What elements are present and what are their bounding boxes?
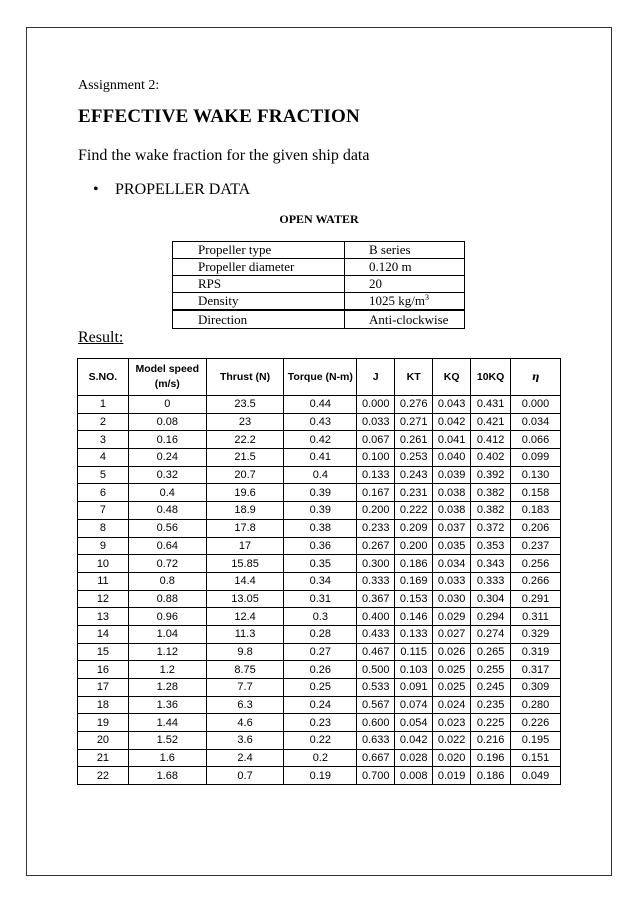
table-cell: 0.22 <box>284 732 357 750</box>
table-cell: 0.421 <box>471 413 511 431</box>
table-cell: 1.68 <box>128 767 206 785</box>
table-cell: 0.274 <box>471 625 511 643</box>
table-cell: 0.266 <box>511 572 561 590</box>
table-cell: 21 <box>78 749 129 767</box>
table-cell: 0.030 <box>433 590 471 608</box>
table-cell: 0.133 <box>395 625 433 643</box>
table-cell: 0.431 <box>471 396 511 414</box>
table-cell: 1.52 <box>128 732 206 750</box>
table-cell: 4.6 <box>206 714 284 732</box>
table-cell: 0.567 <box>357 696 395 714</box>
table-cell: 0.433 <box>357 625 395 643</box>
table-cell: 0.019 <box>433 767 471 785</box>
table-cell: 0.039 <box>433 466 471 484</box>
table-row <box>78 431 561 449</box>
table-cell: 0.158 <box>511 484 561 502</box>
propeller-value: B series <box>345 242 465 259</box>
table-cell: 0.216 <box>471 732 511 750</box>
table-cell: 0.267 <box>357 537 395 555</box>
table-cell: 1.28 <box>128 679 206 697</box>
table-cell: 3 <box>78 431 129 449</box>
table-cell: 12 <box>78 590 129 608</box>
table-cell: 0.31 <box>284 590 357 608</box>
table-cell: 0.27 <box>284 643 357 661</box>
table-cell: 3.6 <box>206 732 284 750</box>
table-cell: 0.25 <box>284 679 357 697</box>
table-cell: 0.054 <box>395 714 433 732</box>
propeller-row <box>173 242 465 259</box>
table-cell: 9.8 <box>206 643 284 661</box>
column-header: Thrust (N) <box>206 359 284 396</box>
table-cell: 0.271 <box>395 413 433 431</box>
table-cell: 23.5 <box>206 396 284 414</box>
table-cell: 0.067 <box>357 431 395 449</box>
table-cell: 0.317 <box>511 661 561 679</box>
table-row <box>78 679 561 697</box>
table-cell: 0.39 <box>284 484 357 502</box>
column-header: KQ <box>433 359 471 396</box>
table-cell: 0.183 <box>511 502 561 520</box>
table-cell: 18 <box>78 696 129 714</box>
table-cell: 1.2 <box>128 661 206 679</box>
table-cell: 0.066 <box>511 431 561 449</box>
table-cell: 9 <box>78 537 129 555</box>
table-cell: 0.146 <box>395 608 433 626</box>
table-cell: 0.233 <box>357 519 395 537</box>
bullet-item <box>93 181 250 199</box>
table-cell: 18.9 <box>206 502 284 520</box>
table-cell: 10 <box>78 555 129 573</box>
table-cell: 0.280 <box>511 696 561 714</box>
table-cell: 0.103 <box>395 661 433 679</box>
table-row <box>78 413 561 431</box>
table-cell: 21.5 <box>206 449 284 467</box>
table-cell: 20.7 <box>206 466 284 484</box>
table-row <box>78 643 561 661</box>
table-cell: 0.115 <box>395 643 433 661</box>
table-cell: 0.26 <box>284 661 357 679</box>
table-cell: 1.04 <box>128 625 206 643</box>
table-row <box>78 661 561 679</box>
propeller-value: 1025 $kg/m^3$ <box>345 293 465 311</box>
table-cell: 0.042 <box>433 413 471 431</box>
table-row <box>78 608 561 626</box>
table-cell: 0.291 <box>511 590 561 608</box>
table-row <box>78 396 561 414</box>
table-cell: 0.533 <box>357 679 395 697</box>
table-cell: 0.186 <box>471 767 511 785</box>
table-cell: 17 <box>78 679 129 697</box>
table-row <box>78 502 561 520</box>
column-header: S.NO. <box>78 359 129 396</box>
table-cell: 1.36 <box>128 696 206 714</box>
table-cell: 0.24 <box>284 696 357 714</box>
propeller-label: Propeller diameter <box>173 259 345 276</box>
table-cell: 1.6 <box>128 749 206 767</box>
propeller-row <box>173 310 465 329</box>
table-cell: 0.333 <box>357 572 395 590</box>
table-cell: 0.39 <box>284 502 357 520</box>
table-cell: 0.153 <box>395 590 433 608</box>
table-cell: 0.311 <box>511 608 561 626</box>
table-cell: 0.000 <box>511 396 561 414</box>
propeller-label: Density <box>173 293 345 311</box>
table-cell: 0.261 <box>395 431 433 449</box>
table-cell: 0.329 <box>511 625 561 643</box>
table-cell: 0.343 <box>471 555 511 573</box>
table-cell: 0.32 <box>128 466 206 484</box>
table-cell: 0.36 <box>284 537 357 555</box>
table-cell: 0.304 <box>471 590 511 608</box>
table-cell: 20 <box>78 732 129 750</box>
column-header: Model speed (m/s) <box>128 359 206 396</box>
table-cell: 0.037 <box>433 519 471 537</box>
table-cell: 0.049 <box>511 767 561 785</box>
table-cell: 8.75 <box>206 661 284 679</box>
table-cell: 0.43 <box>284 413 357 431</box>
table-cell: 1.44 <box>128 714 206 732</box>
table-cell: 0.074 <box>395 696 433 714</box>
table-cell: 0.88 <box>128 590 206 608</box>
table-row <box>78 519 561 537</box>
table-cell: 8 <box>78 519 129 537</box>
table-cell: 0.367 <box>357 590 395 608</box>
table-cell: 0.400 <box>357 608 395 626</box>
table-cell: 19.6 <box>206 484 284 502</box>
column-header: J <box>357 359 395 396</box>
table-cell: 0.7 <box>206 767 284 785</box>
table-cell: 0.200 <box>357 502 395 520</box>
table-cell: 0.022 <box>433 732 471 750</box>
unit-superscript: 3 <box>424 293 429 302</box>
table-cell: 0.72 <box>128 555 206 573</box>
table-cell: 0.319 <box>511 643 561 661</box>
column-header: η <box>511 359 561 396</box>
table-cell: 0.024 <box>433 696 471 714</box>
table-cell: 0.243 <box>395 466 433 484</box>
results-table <box>77 358 561 785</box>
table-cell: 6 <box>78 484 129 502</box>
table-cell: 0.245 <box>471 679 511 697</box>
table-cell: 0.382 <box>471 484 511 502</box>
column-header: KT <box>395 359 433 396</box>
table-cell: 0.353 <box>471 537 511 555</box>
table-cell: 0.029 <box>433 608 471 626</box>
table-cell: 11 <box>78 572 129 590</box>
table-cell: 0.195 <box>511 732 561 750</box>
table-cell: 0.4 <box>284 466 357 484</box>
table-cell: 4 <box>78 449 129 467</box>
table-row <box>78 484 561 502</box>
table-cell: 0.467 <box>357 643 395 661</box>
table-cell: 0.041 <box>433 431 471 449</box>
table-cell: 0.253 <box>395 449 433 467</box>
table-cell: 0.48 <box>128 502 206 520</box>
table-cell: 0.043 <box>433 396 471 414</box>
table-cell: 0.038 <box>433 484 471 502</box>
table-cell: 0.35 <box>284 555 357 573</box>
propeller-label: Direction <box>173 310 345 329</box>
table-cell: 2.4 <box>206 749 284 767</box>
table-cell: 0.169 <box>395 572 433 590</box>
table-cell: 0.099 <box>511 449 561 467</box>
table-cell: 0.34 <box>284 572 357 590</box>
table-cell: 7.7 <box>206 679 284 697</box>
table-cell: 2 <box>78 413 129 431</box>
table-cell: 0.28 <box>284 625 357 643</box>
table-cell: 0.042 <box>395 732 433 750</box>
table-cell: 0.412 <box>471 431 511 449</box>
table-cell: 0.333 <box>471 572 511 590</box>
table-cell: 0.2 <box>284 749 357 767</box>
result-heading: Result: <box>78 329 124 346</box>
table-cell: 22 <box>78 767 129 785</box>
table-row <box>78 572 561 590</box>
table-row <box>78 555 561 573</box>
propeller-value: 0.120 m <box>345 259 465 276</box>
table-cell: 0.38 <box>284 519 357 537</box>
table-cell: 1.12 <box>128 643 206 661</box>
column-header: Torque (N-m) <box>284 359 357 396</box>
table-cell: 0.600 <box>357 714 395 732</box>
table-cell: 22.2 <box>206 431 284 449</box>
table-cell: 13 <box>78 608 129 626</box>
table-cell: 23 <box>206 413 284 431</box>
table-cell: 0.091 <box>395 679 433 697</box>
table-cell: 7 <box>78 502 129 520</box>
table-cell: 0.19 <box>284 767 357 785</box>
table-cell: 1 <box>78 396 129 414</box>
table-cell: 0.08 <box>128 413 206 431</box>
table-cell: 0.3 <box>284 608 357 626</box>
propeller-value: Anti-clockwise <box>345 310 465 329</box>
page-title: EFFECTIVE WAKE FRACTION <box>78 106 360 127</box>
table-cell: 0.151 <box>511 749 561 767</box>
table-cell: 0.020 <box>433 749 471 767</box>
table-cell: 0.256 <box>511 555 561 573</box>
table-row <box>78 696 561 714</box>
subheading: OPEN WATER <box>279 212 359 226</box>
table-cell: 0.500 <box>357 661 395 679</box>
table-cell: 0.44 <box>284 396 357 414</box>
table-cell: 14.4 <box>206 572 284 590</box>
table-cell: 0.372 <box>471 519 511 537</box>
table-cell: 0.000 <box>357 396 395 414</box>
table-cell: 0.034 <box>511 413 561 431</box>
propeller-row <box>173 259 465 276</box>
bullet-label: PROPELLER DATA <box>115 181 251 198</box>
table-cell: 0.392 <box>471 466 511 484</box>
table-cell: 0.025 <box>433 679 471 697</box>
table-cell: 0.008 <box>395 767 433 785</box>
table-cell: 0.56 <box>128 519 206 537</box>
table-cell: 0.130 <box>511 466 561 484</box>
table-row <box>78 767 561 785</box>
table-cell: 0.033 <box>357 413 395 431</box>
table-cell: 0.033 <box>433 572 471 590</box>
table-cell: 0.040 <box>433 449 471 467</box>
table-cell: 0.222 <box>395 502 433 520</box>
table-row <box>78 714 561 732</box>
table-cell: 0.023 <box>433 714 471 732</box>
table-cell: 0.133 <box>357 466 395 484</box>
table-cell: 0.025 <box>433 661 471 679</box>
table-cell: 16 <box>78 661 129 679</box>
table-cell: 0.309 <box>511 679 561 697</box>
table-cell: 0.255 <box>471 661 511 679</box>
table-cell: 0.028 <box>395 749 433 767</box>
table-row <box>78 732 561 750</box>
table-cell: 15.85 <box>206 555 284 573</box>
propeller-label: RPS <box>173 276 345 293</box>
propeller-data-table <box>172 241 465 329</box>
table-cell: 0.225 <box>471 714 511 732</box>
table-row <box>78 590 561 608</box>
table-cell: 17 <box>206 537 284 555</box>
table-cell: 0.231 <box>395 484 433 502</box>
table-cell: 0.667 <box>357 749 395 767</box>
table-row <box>78 625 561 643</box>
table-cell: 0.402 <box>471 449 511 467</box>
table-cell: 0 <box>128 396 206 414</box>
table-cell: 19 <box>78 714 129 732</box>
table-cell: 0.035 <box>433 537 471 555</box>
column-header: 10KQ <box>471 359 511 396</box>
table-cell: 6.3 <box>206 696 284 714</box>
table-row <box>78 749 561 767</box>
table-cell: 11.3 <box>206 625 284 643</box>
table-cell: 15 <box>78 643 129 661</box>
table-cell: 14 <box>78 625 129 643</box>
table-cell: 0.700 <box>357 767 395 785</box>
table-cell: 0.209 <box>395 519 433 537</box>
instruction-text: Find the wake fraction for the given ship data <box>78 147 370 164</box>
propeller-row <box>173 293 465 311</box>
table-cell: 13.05 <box>206 590 284 608</box>
table-cell: 0.8 <box>128 572 206 590</box>
table-cell: 0.034 <box>433 555 471 573</box>
table-cell: 0.633 <box>357 732 395 750</box>
table-cell: 0.24 <box>128 449 206 467</box>
table-row <box>78 449 561 467</box>
propeller-value: 20 <box>345 276 465 293</box>
table-cell: 0.186 <box>395 555 433 573</box>
table-cell: 0.200 <box>395 537 433 555</box>
table-cell: 0.41 <box>284 449 357 467</box>
table-cell: 0.196 <box>471 749 511 767</box>
table-cell: 0.42 <box>284 431 357 449</box>
table-cell: 5 <box>78 466 129 484</box>
propeller-label: Propeller type <box>173 242 345 259</box>
table-cell: 0.206 <box>511 519 561 537</box>
table-cell: 0.382 <box>471 502 511 520</box>
table-cell: 0.038 <box>433 502 471 520</box>
table-cell: 0.026 <box>433 643 471 661</box>
table-cell: 0.237 <box>511 537 561 555</box>
table-cell: 0.16 <box>128 431 206 449</box>
bullet-dot-icon: • <box>93 181 99 198</box>
assignment-label: Assignment 2: <box>78 78 160 93</box>
table-row <box>78 466 561 484</box>
table-cell: 0.100 <box>357 449 395 467</box>
table-cell: 0.235 <box>471 696 511 714</box>
table-cell: 0.4 <box>128 484 206 502</box>
table-cell: 0.64 <box>128 537 206 555</box>
table-cell: 12.4 <box>206 608 284 626</box>
table-cell: 17.8 <box>206 519 284 537</box>
table-cell: 0.23 <box>284 714 357 732</box>
table-cell: 0.96 <box>128 608 206 626</box>
table-row <box>78 537 561 555</box>
table-cell: 0.027 <box>433 625 471 643</box>
table-cell: 0.276 <box>395 396 433 414</box>
table-cell: 0.300 <box>357 555 395 573</box>
propeller-row <box>173 276 465 293</box>
table-cell: 0.226 <box>511 714 561 732</box>
table-cell: 0.167 <box>357 484 395 502</box>
table-cell: 0.265 <box>471 643 511 661</box>
table-cell: 0.294 <box>471 608 511 626</box>
